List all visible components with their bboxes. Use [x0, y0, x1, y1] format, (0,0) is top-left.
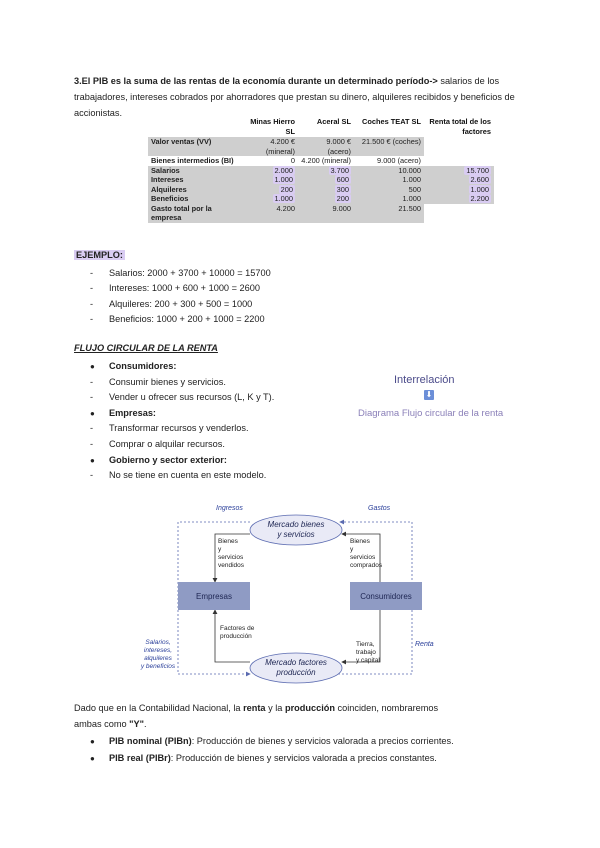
land-label — [356, 641, 380, 664]
list-item — [90, 375, 274, 391]
list-item: - Alquileres: 200 + 300 + 500 = 1000 — [90, 298, 253, 309]
svg-text:vendidos: vendidos — [218, 562, 245, 569]
table-row-label: Bienes intermedios (BI) — [151, 156, 234, 165]
table-cell-value: 21.500 € (coches) — [361, 137, 421, 146]
list-item: - Intereses: 1000 + 600 + 1000 = 2600 — [90, 283, 260, 294]
table-cell — [242, 194, 298, 204]
table-cell — [242, 137, 298, 156]
list-item — [90, 359, 274, 375]
ejemplo-title: EJEMPLO: — [76, 250, 123, 260]
flujo-item-text: Consumir bienes y servicios. — [109, 376, 226, 387]
factors-market-label: producción — [276, 668, 316, 677]
table-cell-value: 21.500 — [398, 203, 421, 213]
table-cell-value: 2.000 — [274, 165, 293, 175]
bullet-icon: ● — [90, 362, 95, 371]
table-cell-value: 0 — [290, 156, 295, 165]
goods-market-label: y servicios — [277, 530, 315, 539]
table-cell — [242, 185, 298, 195]
table-cell — [298, 194, 354, 204]
bullet-icon: ● — [90, 455, 95, 465]
flujo-list — [90, 359, 274, 484]
svg-text:y: y — [350, 546, 354, 553]
table-row — [148, 156, 494, 166]
dash-marker: - — [90, 423, 94, 434]
conclusion-text: Dado que en la Contabilidad Nacional, la — [74, 703, 244, 713]
intro-bold-text: El PIB es la suma de las rentas de la economía durante un determinado período-> — [81, 76, 438, 86]
consumers-label: Consumidores — [360, 592, 412, 601]
pib-term: PIB nominal (PIBn) — [109, 736, 192, 746]
table-row-label: Alquileres — [148, 185, 242, 195]
svg-text:servicios: servicios — [350, 554, 376, 561]
dash-marker: - — [90, 438, 94, 449]
table-row-label: Intereses — [148, 175, 242, 185]
svg-text:y beneficios: y beneficios — [140, 663, 176, 670]
conclusion-paragraph — [74, 700, 534, 732]
table-cell-value: 2.600 — [470, 175, 489, 184]
table-cell — [424, 185, 494, 195]
table-cell-value: 500 — [408, 184, 421, 194]
goods-bought-label — [350, 538, 383, 569]
pib-definition: : Producción de bienes y servicios valorada a precios corrientes. — [191, 736, 454, 746]
table-cell-value: 1.000 — [470, 184, 489, 194]
table-cell-value: 10.000 — [398, 165, 421, 175]
table-cell — [424, 204, 494, 223]
table-cell — [354, 175, 424, 185]
flujo-title: FLUJO CIRCULAR DE LA RENTA — [74, 343, 218, 353]
table-header — [148, 117, 242, 137]
table-row-label: Valor ventas (VV) — [148, 137, 242, 156]
intro-paragraph — [74, 73, 534, 121]
table-cell — [424, 137, 494, 156]
table-cell-value: 9.000 € (acero) — [326, 137, 351, 156]
factors-market-label: Mercado factores — [265, 658, 327, 667]
table-cell — [424, 166, 494, 176]
table-header: Coches TEAT SL — [362, 117, 421, 126]
table-row — [148, 204, 494, 223]
list-item — [90, 421, 274, 437]
list-item — [90, 390, 274, 406]
pib-definition: : Producción de bienes y servicios valorada a precios constantes. — [170, 753, 437, 763]
list-item: - Beneficios: 1000 + 200 + 1000 = 2200 — [90, 314, 265, 325]
svg-text:Bienes: Bienes — [218, 538, 238, 545]
svg-text:producción: producción — [220, 633, 252, 640]
list-item — [90, 406, 274, 422]
list-item — [90, 437, 274, 453]
flujo-item-text: Vender u ofrecer sus recursos (L, K y T). — [109, 392, 275, 403]
table-row — [148, 194, 494, 204]
table-cell — [424, 175, 494, 185]
svg-text:servicios: servicios — [218, 554, 244, 561]
svg-text:Tierra,: Tierra, — [356, 641, 375, 648]
conclusion-text: y la — [265, 703, 285, 713]
table-header: Aceral SL — [316, 117, 351, 126]
flujo-item-text: Transformar recursos y venderlos. — [109, 423, 249, 434]
bullet-icon: ● — [90, 408, 95, 418]
arrow-down-icon: ⬇ — [425, 390, 433, 399]
table-cell — [354, 194, 424, 204]
table-cell-value: 1.000 — [402, 175, 421, 184]
flujo-item-text: Consumidores: — [109, 361, 177, 371]
ingresos-label: Ingresos — [216, 505, 243, 512]
ejemplo-item-text: Alquileres: 200 + 300 + 500 = 1000 — [109, 298, 253, 309]
interrelacion-title: Interrelación — [394, 374, 455, 386]
table-header-row — [148, 117, 494, 137]
table-row-label: Gasto total por la empresa — [148, 204, 242, 223]
table-cell-value: 1.000 — [274, 175, 293, 184]
table-cell — [354, 156, 424, 166]
svg-text:intereses,: intereses, — [143, 647, 173, 654]
renta-term: renta — [243, 703, 266, 713]
renta-label: Renta — [415, 641, 434, 648]
dash-marker: - — [90, 376, 94, 387]
svg-text:Salarios,: Salarios, — [145, 639, 171, 646]
svg-text:trabajo: trabajo — [356, 649, 376, 656]
table-cell-value: 15.700 — [466, 165, 489, 175]
table-row — [148, 175, 494, 185]
table-cell — [354, 166, 424, 176]
svg-text:y: y — [218, 546, 222, 553]
y-term: "Y" — [129, 719, 144, 729]
table-header: Renta total de los factores — [429, 117, 491, 136]
income-left-label — [140, 639, 176, 670]
table-header: Minas Hierro SL — [250, 117, 295, 136]
list-item: ● PIB nominal (PIBn): Producción de bienes y servicios valorada a precios corrientes. — [90, 736, 454, 746]
conclusion-text: . — [144, 719, 147, 729]
conclusion-text: ambas como — [74, 719, 130, 729]
table-cell-value: 9.000 — [332, 203, 351, 213]
table-cell-value: 2.200 — [470, 194, 489, 203]
factors-label — [220, 625, 255, 640]
table-cell-value: 1.000 — [402, 194, 421, 203]
table-row — [148, 185, 494, 195]
table-cell — [298, 156, 354, 166]
intro-rest-text: salarios de los trabajadores, intereses cobrados por ahorradores que prestan su dinero, alquileres recibidos y beneficios de accionistas. — [74, 76, 515, 118]
svg-text:comprados: comprados — [350, 562, 383, 569]
table-cell — [298, 185, 354, 195]
table-cell — [354, 137, 424, 156]
dash-marker: - — [90, 470, 94, 481]
firms-label: Empresas — [195, 592, 233, 601]
flujo-item-text: Comprar o alquilar recursos. — [109, 438, 225, 449]
svg-text:Bienes: Bienes — [350, 538, 370, 545]
list-item: ● PIB real (PIBr): Producción de bienes y servicios valorada a precios constantes. — [90, 753, 437, 763]
table-cell — [298, 166, 354, 176]
circular-flow-diagram — [140, 496, 450, 686]
svg-text:Factores de: Factores de — [220, 625, 255, 632]
table-cell-value: 4.200 € (mineral) — [265, 137, 295, 156]
table-cell — [298, 137, 354, 156]
list-item — [90, 468, 274, 484]
svg-text:alquileres: alquileres — [144, 655, 172, 662]
table-row-label: Beneficios — [148, 194, 242, 204]
table-cell-value: 600 — [336, 175, 349, 184]
ejemplo-list — [90, 266, 271, 328]
table-cell — [242, 156, 298, 166]
flujo-item-text: Empresas: — [109, 407, 156, 418]
produccion-term: producción — [284, 703, 335, 713]
pib-term: PIB real (PIBr) — [109, 753, 171, 763]
list-item: - Salarios: 2000 + 3700 + 10000 = 15700 — [90, 268, 271, 278]
pib-types-list — [90, 733, 454, 767]
goods-sold-label — [218, 538, 245, 569]
table-row — [148, 166, 494, 176]
table-cell — [354, 185, 424, 195]
table-cell — [424, 194, 494, 204]
flujo-item-text: Gobierno y sector exterior: — [109, 454, 227, 465]
conclusion-text: coinciden, nombraremos — [334, 703, 439, 713]
table-cell-value: 200 — [280, 184, 293, 194]
table-row — [148, 137, 494, 156]
table-cell-value: 200 — [336, 194, 349, 203]
table-cell-value: 300 — [336, 184, 349, 194]
dash-marker: - — [90, 392, 94, 403]
svg-text:y capital: y capital — [356, 657, 380, 664]
ejemplo-item-text: Salarios: 2000 + 3700 + 10000 = 15700 — [109, 268, 271, 278]
table-cell — [424, 156, 494, 166]
gastos-label: Gastos — [368, 505, 391, 512]
list-item — [90, 453, 274, 469]
table-cell-value: 1.000 — [274, 194, 293, 203]
table-body — [148, 137, 494, 223]
table-cell — [298, 204, 354, 223]
table-cell — [354, 204, 424, 223]
table-row-label: Salarios — [148, 166, 242, 176]
pib-table — [148, 117, 494, 223]
table-cell — [242, 204, 298, 223]
flujo-item-text: No se tiene en cuenta en este modelo. — [109, 470, 267, 481]
table-cell-value: 4.200 (mineral) — [301, 156, 351, 165]
table-cell — [242, 166, 298, 176]
table-cell — [298, 175, 354, 185]
diagram-caption: Diagrama Flujo circular de la renta — [358, 408, 504, 419]
goods-market-label: Mercado bienes — [267, 520, 325, 529]
table-cell-value: 9.000 (acero) — [377, 156, 421, 165]
table-cell — [242, 175, 298, 185]
table-cell-value: 3.700 — [330, 165, 349, 175]
ejemplo-item-text: Beneficios: 1000 + 200 + 1000 = 2200 — [109, 314, 265, 325]
section-number: 3. — [74, 76, 82, 86]
table-cell-value: 4.200 — [276, 203, 295, 213]
ejemplo-item-text: Intereses: 1000 + 600 + 1000 = 2600 — [109, 283, 260, 294]
